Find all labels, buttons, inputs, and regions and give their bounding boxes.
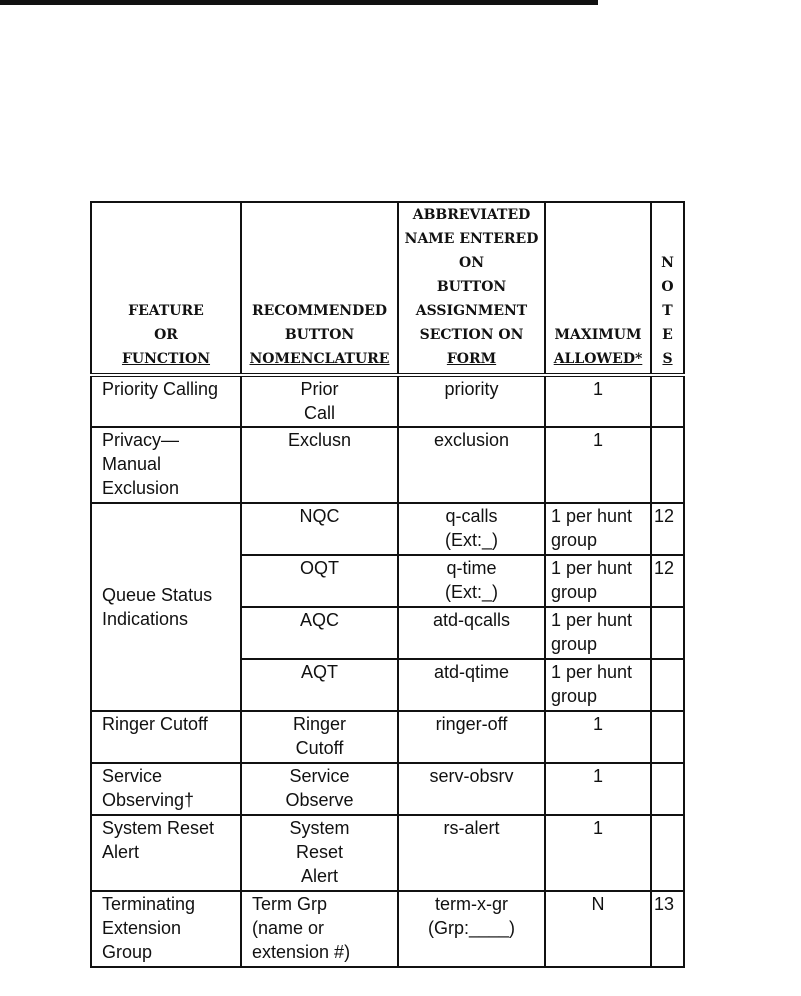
table-row xyxy=(91,763,684,815)
nomenclature-cell: Exclusn xyxy=(241,427,398,503)
maximum-cell: 1 xyxy=(545,375,651,427)
header-maximum-allowed: MAXIMUM ALLOWED* xyxy=(545,202,651,375)
notes-cell xyxy=(651,427,684,503)
feature-cell: Service Observing† xyxy=(91,763,241,815)
header-nomenclature: RECOMMENDED BUTTON NOMENCLATURE xyxy=(241,202,398,375)
feature-cell: Priority Calling xyxy=(91,375,241,427)
abbrev-cell: exclusion xyxy=(398,427,545,503)
abbrev-cell: q-calls (Ext:_) xyxy=(398,503,545,555)
maximum-cell: N xyxy=(545,891,651,967)
abbrev-cell: rs-alert xyxy=(398,815,545,891)
notes-cell xyxy=(651,607,684,659)
notes-cell xyxy=(651,659,684,711)
abbrev-cell: term-x-gr (Grp:____) xyxy=(398,891,545,967)
table-row xyxy=(91,427,684,503)
maximum-cell: 1 per hunt group xyxy=(545,607,651,659)
abbrev-cell: atd-qcalls xyxy=(398,607,545,659)
feature-cell: Privacy— Manual Exclusion xyxy=(91,427,241,503)
maximum-cell: 1 per hunt group xyxy=(545,659,651,711)
table-row xyxy=(91,503,684,555)
abbrev-cell: serv-obsrv xyxy=(398,763,545,815)
abbrev-cell: priority xyxy=(398,375,545,427)
notes-cell: 12 xyxy=(651,503,684,555)
maximum-cell: 1 per hunt group xyxy=(545,503,651,555)
feature-cell: System Reset Alert xyxy=(91,815,241,891)
top-rule xyxy=(0,0,598,5)
header-notes: N O T E S xyxy=(651,202,684,375)
nomenclature-cell: AQT xyxy=(241,659,398,711)
notes-cell: 13 xyxy=(651,891,684,967)
table-row xyxy=(91,711,684,763)
abbrev-cell: atd-qtime xyxy=(398,659,545,711)
nomenclature-cell: OQT xyxy=(241,555,398,607)
maximum-cell: 1 xyxy=(545,711,651,763)
table-row xyxy=(91,891,684,967)
maximum-cell: 1 xyxy=(545,427,651,503)
nomenclature-cell: Ringer Cutoff xyxy=(241,711,398,763)
header-row xyxy=(91,202,684,375)
nomenclature-cell: NQC xyxy=(241,503,398,555)
notes-cell: 12 xyxy=(651,555,684,607)
feature-cell: Queue Status Indications xyxy=(91,503,241,711)
maximum-cell: 1 per hunt group xyxy=(545,555,651,607)
nomenclature-cell: AQC xyxy=(241,607,398,659)
nomenclature-cell: System Reset Alert xyxy=(241,815,398,891)
notes-cell xyxy=(651,375,684,427)
abbrev-cell: q-time (Ext:_) xyxy=(398,555,545,607)
nomenclature-cell: Term Grp (name or extension #) xyxy=(241,891,398,967)
feature-cell: Terminating Extension Group xyxy=(91,891,241,967)
feature-cell: Ringer Cutoff xyxy=(91,711,241,763)
table-row xyxy=(91,375,684,427)
notes-cell xyxy=(651,815,684,891)
button-assignment-table xyxy=(90,201,685,968)
table-row xyxy=(91,815,684,891)
header-abbreviated-name: ABBREVIATED NAME ENTERED ON BUTTON ASSIGNMENT SECTION ON FORM xyxy=(398,202,545,375)
maximum-cell: 1 xyxy=(545,815,651,891)
maximum-cell: 1 xyxy=(545,763,651,815)
notes-cell xyxy=(651,763,684,815)
header-feature: FEATURE OR FUNCTION xyxy=(91,202,241,375)
nomenclature-cell: Service Observe xyxy=(241,763,398,815)
notes-cell xyxy=(651,711,684,763)
nomenclature-cell: Prior Call xyxy=(241,375,398,427)
abbrev-cell: ringer-off xyxy=(398,711,545,763)
